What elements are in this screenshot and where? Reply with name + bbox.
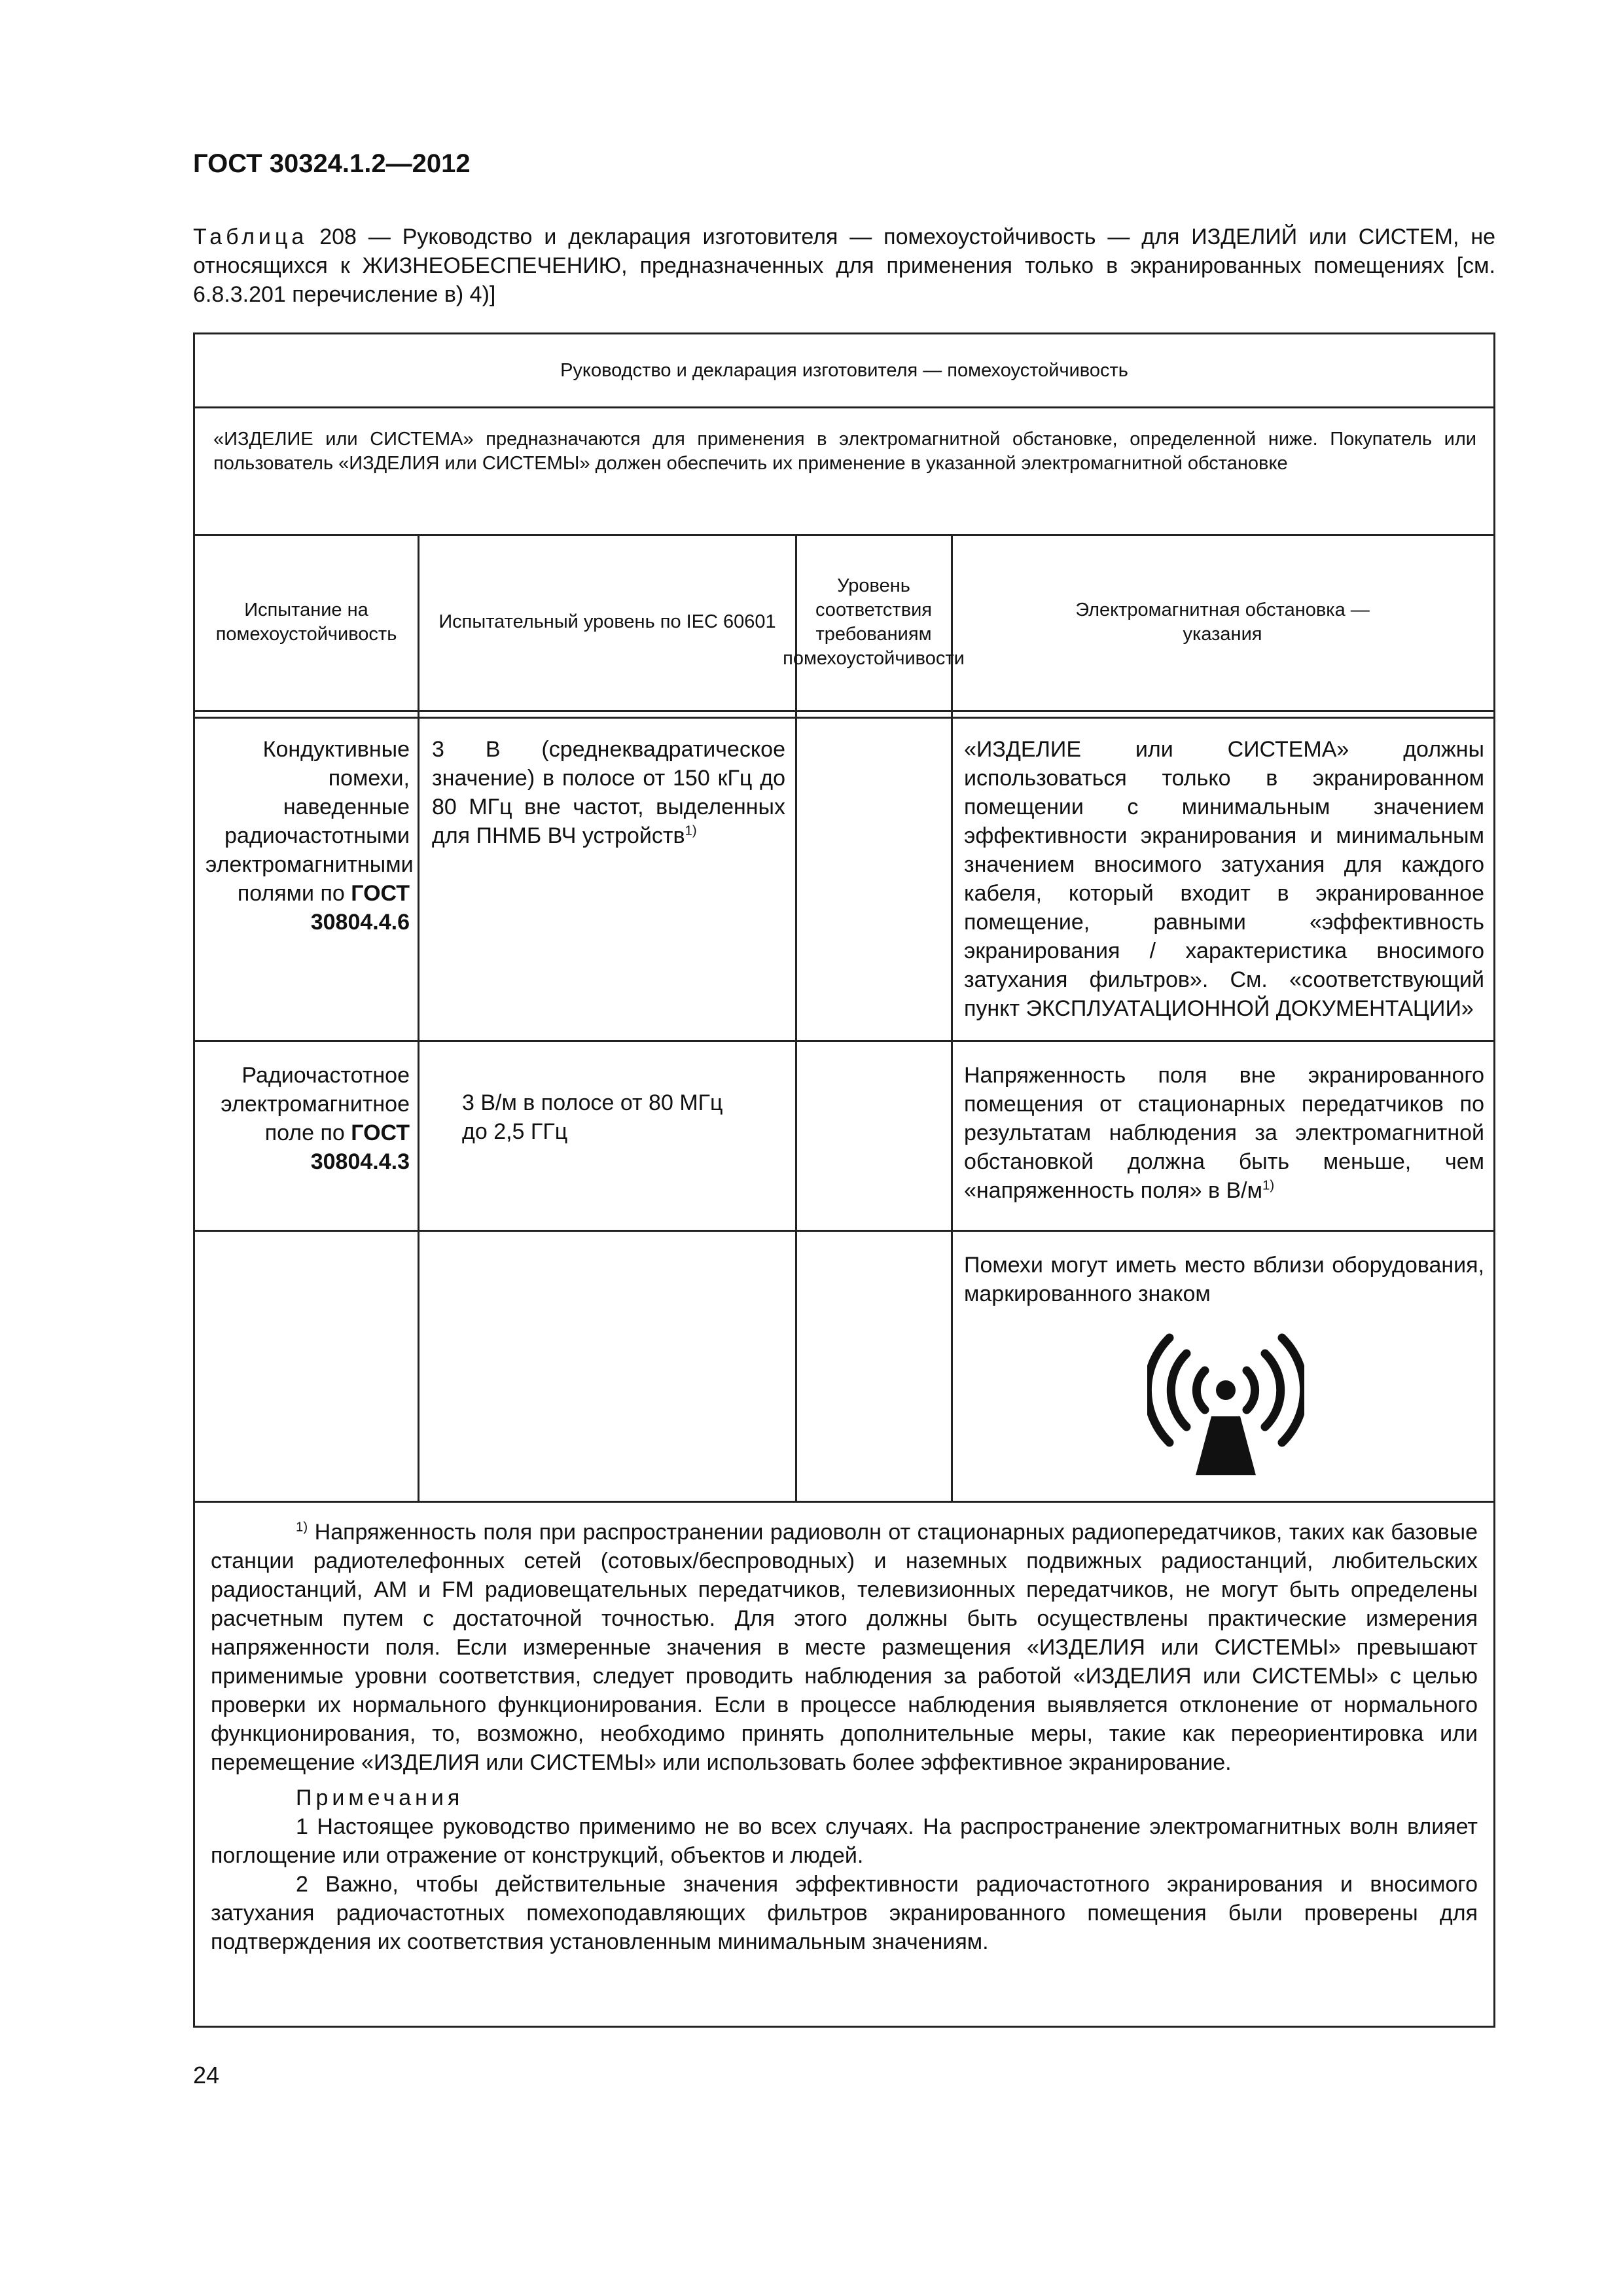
rule xyxy=(195,717,1493,719)
rule xyxy=(195,406,1493,408)
note-2: 2 Важно, чтобы действительные значения эффективности радиочастотного экранирования и вносимого затухания радиочастотных помехоподавляющих фильтров экранированного помещения были проверены для подтверждения их соответствия установленным минимальным значениям. xyxy=(211,1872,1478,1954)
radio-emission-icon xyxy=(1147,1326,1304,1483)
rule xyxy=(951,534,953,1501)
row-3-guidance: Помехи могут иметь место вблизи оборудования, маркированного знаком xyxy=(964,1253,1484,1306)
row-2-level: 3 В/м в полосе от 80 МГц до 2,5 ГГц xyxy=(462,1090,723,1144)
footnote-ref: 1) xyxy=(685,823,697,838)
row-2-guidance xyxy=(964,1061,1484,1205)
row-1-level xyxy=(432,735,785,850)
rule xyxy=(418,534,419,1501)
rule xyxy=(195,1230,1493,1232)
col-header-compliance: Уровень соответствия требованиям помехоустойчивости xyxy=(783,575,965,669)
row-1-test xyxy=(205,735,414,937)
row-1-test-text: Кондуктивные помехи, наведенные радиочастотными электромагнитными полями по xyxy=(205,737,414,906)
table-intro: «ИЗДЕЛИЕ или СИСТЕМА» предназначаются для применения в электромагнитной обстановке, определенной ниже. Покупатель или пользователь «ИЗДЕЛИЯ или СИСТЕМЫ» должен обеспечить их применение в указанной электромагнитной обстановке xyxy=(213,429,1476,474)
footnote-mark: 1) xyxy=(296,1520,308,1535)
row-2-guidance-text: Напряженность поля вне экранированного помещения от стационарных передатчиков по результатам наблюдения за электромагнитной обстановкой должна быть меньше, чем «напряженность поля» в В/м xyxy=(964,1063,1484,1203)
note-1: 1 Настоящее руководство применимо не во всех случаях. На распространение электромагнитных волн влияет поглощение или отражение от конструкций, объектов и людей. xyxy=(211,1814,1478,1868)
rule xyxy=(195,710,1493,712)
rule xyxy=(195,1501,1493,1503)
row-2-test-text: Радиочастотное электромагнитное поле по xyxy=(221,1063,410,1145)
rule xyxy=(195,1040,1493,1042)
col-header-test: Испытание на помехоустойчивость xyxy=(215,599,397,645)
col-header-guidance: Электромагнитная обстановка — указания xyxy=(1075,599,1370,645)
table-caption xyxy=(193,223,1495,309)
notes-title: Примечания xyxy=(296,1785,464,1810)
row-2-test-std: ГОСТ 30804.4.3 xyxy=(310,1121,410,1174)
emc-table xyxy=(193,332,1495,2028)
table-title: Руководство и декларация изготовителя — помехоустойчивость xyxy=(560,359,1128,381)
row-1-level-text: 3 В (среднеквадратическое значение) в полосе от 150 кГц до 80 МГц вне частот, выделенных для ПНМБ ВЧ устройств xyxy=(432,737,785,848)
page-number: 24 xyxy=(193,2062,220,2089)
row-1-test-std: ГОСТ 30804.4.6 xyxy=(310,881,410,935)
caption-text: 208 — Руководство и декларация изготовителя — помехоустойчивость — для ИЗДЕЛИЙ или СИСТЕМ, не относящихся к ЖИЗНЕОБЕСПЕЧЕНИЮ, предназначенных для применения только в экранированных помещениях [см. 6.8.3.201 перечисление в) 4)] xyxy=(193,224,1495,307)
row-2-test xyxy=(205,1061,410,1176)
document-header: ГОСТ 30324.1.2—2012 xyxy=(193,149,471,178)
caption-label: Таблица xyxy=(193,224,308,249)
col-header-level: Испытательный уровень по IEC 60601 xyxy=(438,611,776,632)
footnote-text: Напряженность поля при распространении радиоволн от стационарных радиопередатчиков, таких как базовые станции радиотелефонных сетей (сотовых/беспроводных) и наземных подвижных радиостанций, любительских радиостанций, AM и FM радиовещательных передатчиков, телевизионных передатчиков, не могут быть определены расчетным путем с достаточной точностью. Для этого должны быть осуществлены практические измерения напряженности поля. Если измеренные значения в месте размещения «ИЗДЕЛИЯ или СИСТЕМЫ» превышают применимые уровни соответствия, следует проводить наблюдения за работой «ИЗДЕЛИЯ или СИСТЕМЫ» с целью проверки их нормального функционирования. Если в процессе наблюдения выявляется отклонение от нормального функционирования, то, возможно, необходимо принять дополнительные меры, такие как переориентировка или перемещение «ИЗДЕЛИЯ или СИСТЕМЫ» или использовать более эффективное экранирование. xyxy=(211,1520,1478,1775)
rule xyxy=(795,534,797,1501)
row-1-guidance: «ИЗДЕЛИЕ или СИСТЕМА» должны использоваться только в экранированном помещении с минимальным значением эффективности экранирования и минимальным значением вносимого затухания для каждого кабеля, который входит в экранированное помещение, равными «эффективность экранирования / характеристика вносимого затухания фильтров». См. «соответствующий пункт ЭКСПЛУАТАЦИОННОЙ ДОКУМЕНТАЦИИ» xyxy=(964,737,1484,1021)
footnote-block xyxy=(211,1518,1478,1956)
footnote-ref: 1) xyxy=(1262,1178,1275,1193)
